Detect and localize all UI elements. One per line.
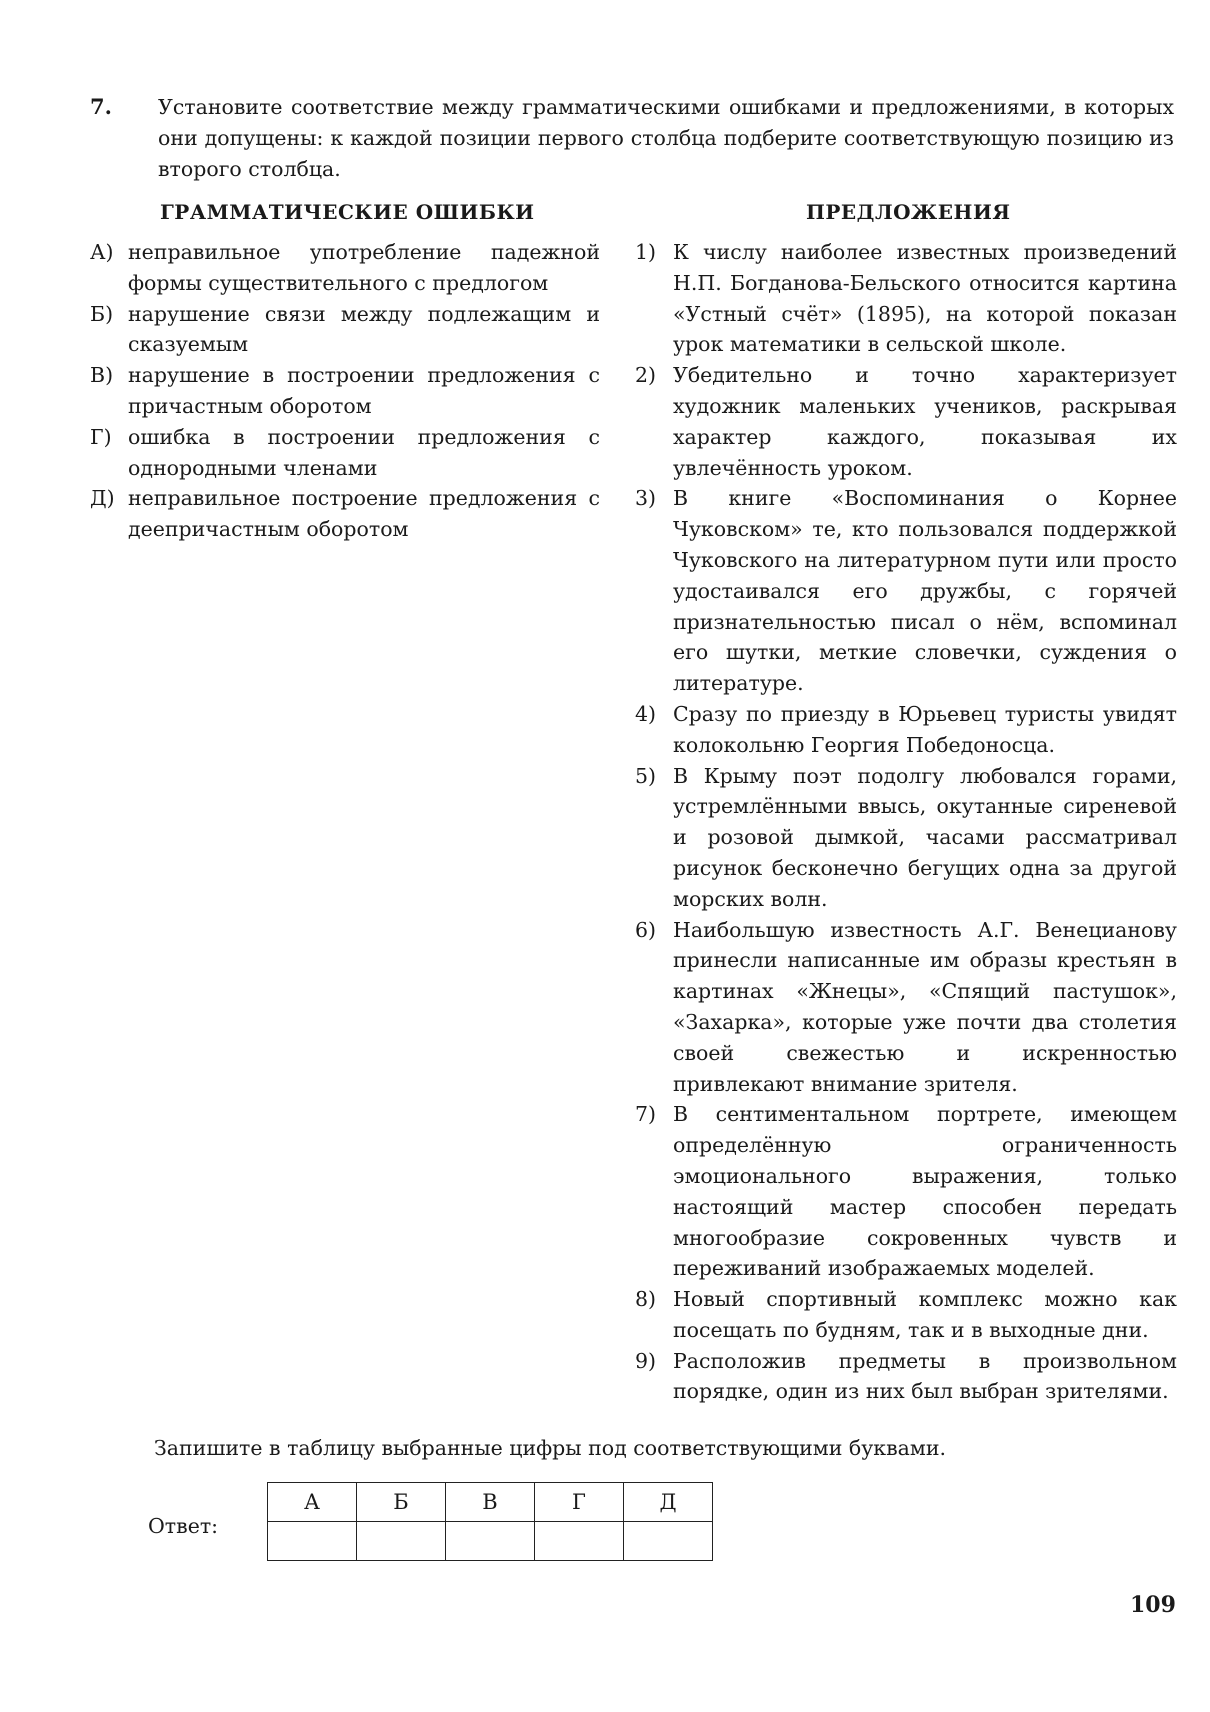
error-letter: В) <box>90 363 114 388</box>
answer-letter-cell: В <box>446 1483 535 1522</box>
error-letter: Г) <box>90 424 112 449</box>
answer-letter-cell: Г <box>535 1483 624 1522</box>
sentence-number: 2) <box>635 363 657 388</box>
answer-input-cell[interactable] <box>624 1522 713 1561</box>
error-item <box>90 237 600 299</box>
sentence-text: Наибольшую известность А.Г. Венецианову принесли написанные им образы крестьян в картинах «Жнецы», «Спящий пастушок», «Захарка», которые уже почти два столетия своей свежестью и искренностью привлекают внимание зрителя. <box>673 917 1177 1096</box>
sentence-text: Расположив предметы в произвольном порядке, один из них был выбран зрителями. <box>673 1348 1177 1404</box>
sentence-number: 3) <box>635 486 657 511</box>
answer-input-cell[interactable] <box>535 1522 624 1561</box>
sentence-item <box>635 915 1177 1100</box>
answer-instruction: Запишите в таблицу выбранные цифры под соответствующими буквами. <box>154 1436 947 1460</box>
error-text: ошибка в построении предложения с однородными членами <box>128 424 600 480</box>
error-item <box>90 299 600 361</box>
sentence-item <box>635 761 1177 915</box>
sentence-item <box>635 483 1177 699</box>
sentence-text: В сентиментальном портрете, имеющем определённую ограниченность эмоционального выражения, только настоящий мастер способен передать многообразие сокровенных чувств и переживаний изображаемых моделей. <box>673 1102 1177 1281</box>
sentence-text: В Крыму поэт подолгу любовался горами, устремлёнными ввысь, окутанные сиреневой и розовой дымкой, часами рассматривал рисунок бесконечно бегущих одна за другой морских волн. <box>673 763 1177 911</box>
error-text: неправильное употребление падежной формы существительного с предлогом <box>128 240 600 295</box>
error-letter: Д) <box>90 486 115 511</box>
error-text: нарушение в построении предложения с причастным оборотом <box>128 363 600 418</box>
sentence-number: 7) <box>635 1102 657 1127</box>
sentences-column-header: ПРЕДЛОЖЕНИЯ <box>806 200 1011 224</box>
sentence-number: 8) <box>635 1287 657 1312</box>
answer-letter-cell: Б <box>357 1483 446 1522</box>
error-letter: А) <box>90 240 114 264</box>
sentence-number: 4) <box>635 701 657 726</box>
answer-input-cell[interactable] <box>446 1522 535 1561</box>
answer-letter-cell: А <box>268 1483 357 1522</box>
sentence-item <box>635 1284 1177 1346</box>
sentence-text: Новый спортивный комплекс можно как посещать по будням, так и в выходные дни. <box>673 1287 1177 1342</box>
sentence-item <box>635 360 1177 483</box>
answer-letters-row <box>268 1483 713 1522</box>
error-item <box>90 422 600 484</box>
error-text: нарушение связи между подлежащим и сказуемым <box>128 301 600 357</box>
sentence-item <box>635 1099 1177 1284</box>
answer-digits-row <box>268 1522 713 1561</box>
sentence-item <box>635 699 1177 761</box>
sentence-text: Сразу по приезду в Юрьевец туристы увидят колокольню Георгия Победоносца. <box>673 701 1177 757</box>
errors-column-header: ГРАММАТИЧЕСКИЕ ОШИБКИ <box>160 200 535 224</box>
answer-table <box>267 1482 713 1561</box>
sentence-number: 1) <box>635 240 657 264</box>
error-item <box>90 483 600 545</box>
sentence-item <box>635 237 1177 360</box>
sentences-list <box>635 237 1177 1407</box>
task-prompt: Установите соответствие между грамматическими ошибками и предложениями, в которых они допущены: к каждой позиции первого столбца подберите соответствующую позицию из второго столбца. <box>158 95 1174 181</box>
error-text: неправильное построение предложения с деепричастным оборотом <box>128 486 600 542</box>
sentence-number: 9) <box>635 1348 657 1373</box>
answer-letter-cell: Д <box>624 1483 713 1522</box>
sentence-text: К числу наиболее известных произведений Н.П. Богданова-Бельского относится картина «Устный счёт» (1895), на которой показан урок математики в сельской школе. <box>673 240 1177 357</box>
error-item <box>90 360 600 422</box>
sentence-number: 6) <box>635 917 657 942</box>
answer-input-cell[interactable] <box>268 1522 357 1561</box>
sentence-number: 5) <box>635 763 657 788</box>
answer-input-cell[interactable] <box>357 1522 446 1561</box>
page-number: 109 <box>1130 1592 1176 1618</box>
task-number: 7. <box>90 94 112 119</box>
sentence-text: В книге «Воспоминания о Корнее Чуковском» те, кто пользовался поддержкой Чуковского на литературном пути или просто удостаивался его дружбы, с горячей признательностью писал о нём, вспоминал его шутки, меткие словечки, суждения о литературе. <box>673 486 1177 696</box>
errors-list <box>90 237 600 545</box>
sentence-text: Убедительно и точно характеризует художник маленьких учеников, раскрывая характер каждого, показывая их увлечённость уроком. <box>673 363 1177 480</box>
answer-label: Ответ: <box>148 1514 219 1538</box>
sentence-item <box>635 1346 1177 1408</box>
error-letter: Б) <box>90 301 114 326</box>
